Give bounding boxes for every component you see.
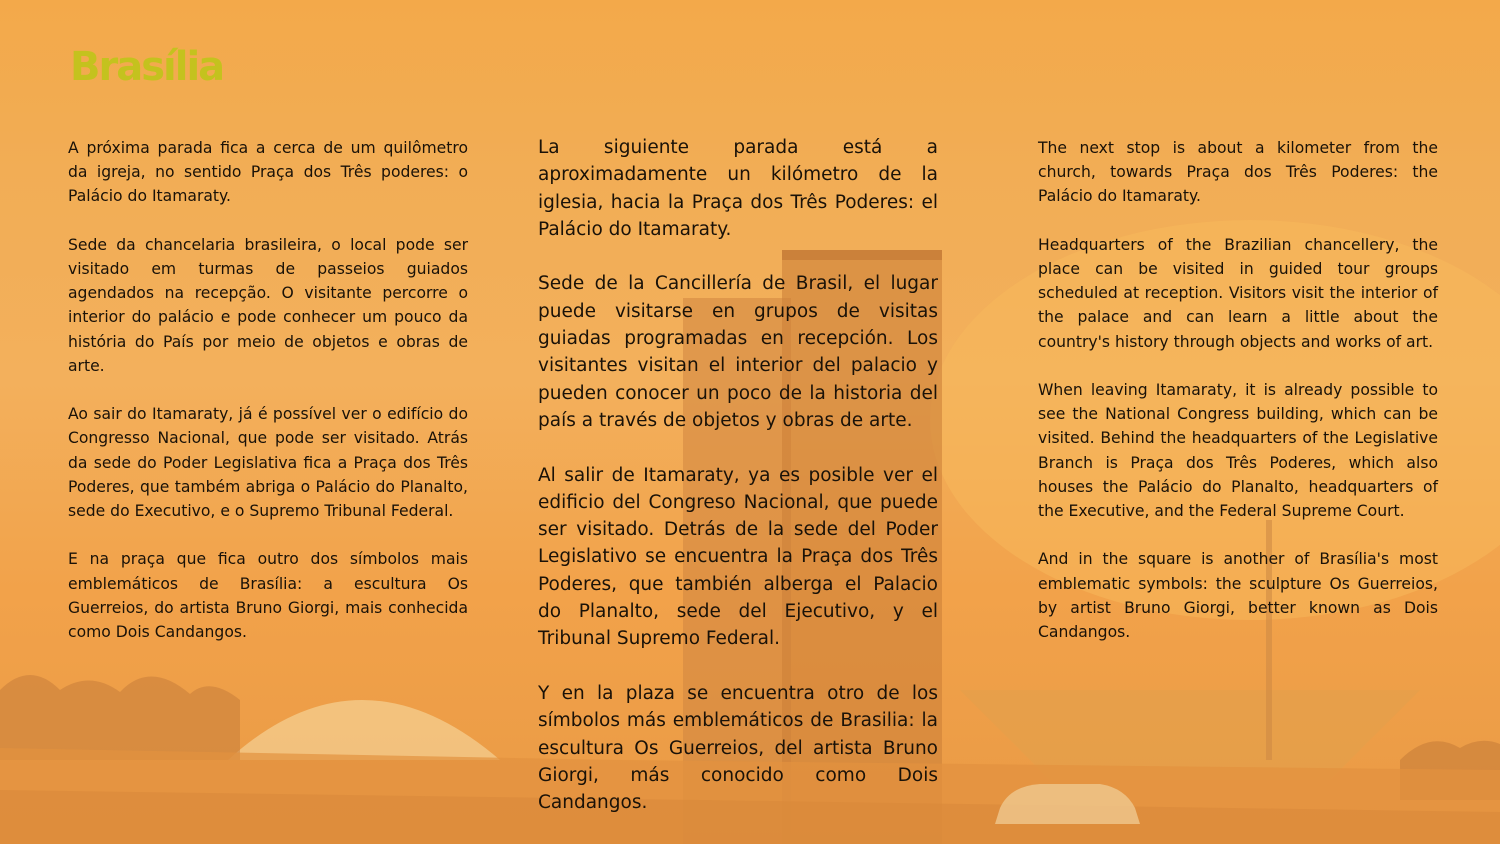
portuguese-column [68, 136, 468, 644]
portuguese-paragraph: E na praça que fica outro dos símbolos mais emblemáticos de Brasília: a escultura Os Guerreios, do artista Bruno Giorgi, mais conhecida como Dois Candangos. [68, 550, 468, 642]
spanish-paragraph: Sede de la Cancillería de Brasil, el lugar puede visitarse en grupos de visitas guiadas programadas en recepción. Los visitantes visitan el interior del palacio y pueden conocer un poco de la historia del país a través de objetos y obras de arte. [538, 273, 938, 431]
spanish-column [538, 134, 938, 816]
portuguese-paragraph: Ao sair do Itamaraty, já é possível ver o edifício do Congresso Nacional, que pode ser visitado. Atrás da sede do Poder Legislativa fica a Praça dos Três Poderes, que também abriga o Palácio do Planalto, sede do Executivo, e o Supremo Tribunal Federal. [68, 405, 468, 521]
english-column [1038, 136, 1438, 644]
spanish-paragraph: La siguiente parada está a aproximadamente un kilómetro de la iglesia, hacia la Praça dos Três Poderes: el Palácio do Itamaraty. [538, 137, 938, 240]
spanish-paragraph: Y en la plaza se encuentra otro de los símbolos más emblemáticos de Brasilia: la escultura Os Guerreios, del artista Bruno Giorgi, más conocido como Dois Candangos. [538, 682, 938, 814]
english-paragraph: When leaving Itamaraty, it is already possible to see the National Congress building, which can be visited. Behind the headquarters of the Legislative Branch is Praça dos Três Poderes, which also houses the Palácio do Planalto, headquarters of the Executive, and the Federal Supreme Court. [1038, 381, 1438, 521]
portuguese-paragraph: Sede da chancelaria brasileira, o local pode ser visitado em turmas de passeios guiados agendados na recepção. O visitante percorre o interior do palácio e pode conhecer um pouco da história do País por meio de objetos e obras de arte. [68, 235, 468, 375]
page-title: Brasília [70, 44, 224, 90]
portuguese-paragraph: A próxima parada fica a cerca de um quilômetro da igreja, no sentido Praça dos Três poderes: o Palácio do Itamaraty. [68, 139, 468, 206]
english-paragraph: Headquarters of the Brazilian chancellery, the place can be visited in guided tour groups scheduled at reception. Visitors visit the interior of the palace and can learn a little about the country's history through objects and works of art. [1038, 235, 1438, 351]
english-paragraph: And in the square is another of Brasília's most emblematic symbols: the sculpture Os Guerreios, by artist Bruno Giorgi, better known as Dois Candangos. [1038, 550, 1438, 642]
english-paragraph: The next stop is about a kilometer from the church, towards Praça dos Três Poderes: the Palácio do Itamaraty. [1038, 139, 1438, 206]
spanish-paragraph: Al salir de Itamaraty, ya es posible ver el edificio del Congreso Nacional, que puede ser visitado. Detrás de la sede del Poder Legislativo se encuentra la Praça dos Três Poderes, que también alberga el Palacio do Planalto, sede del Ejecutivo, y el Tribunal Supremo Federal. [538, 464, 938, 650]
